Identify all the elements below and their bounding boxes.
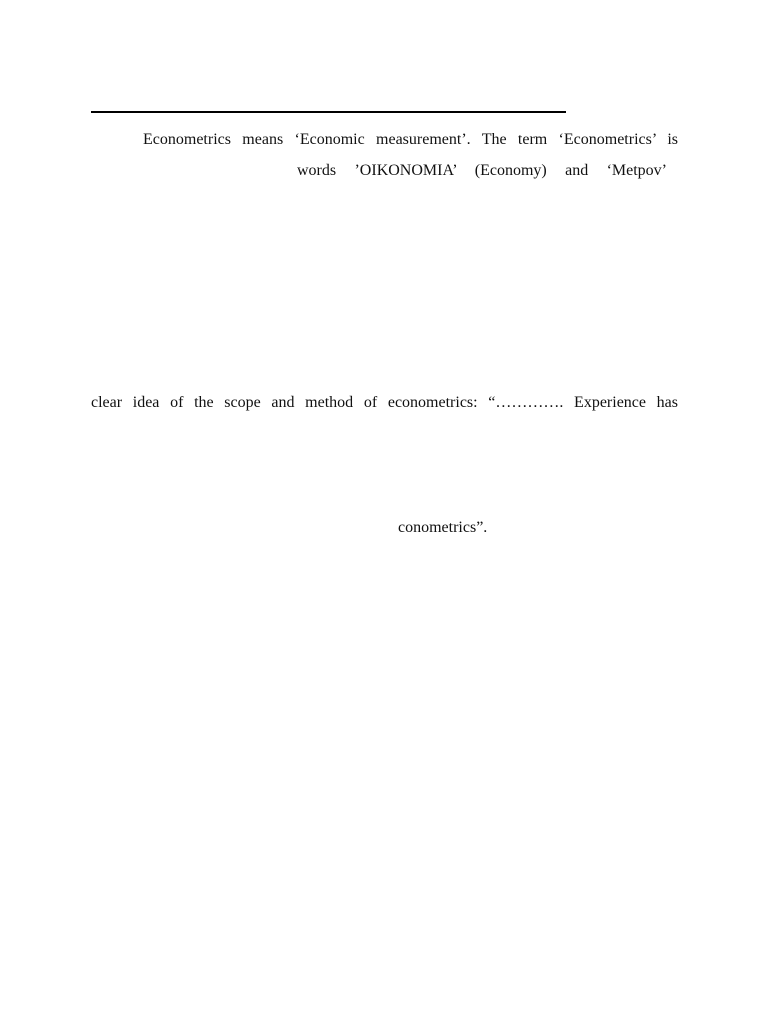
paragraph-line-4: conometrics”. (398, 519, 488, 536)
paragraph-line-3: clear idea of the scope and method of econometrics: “…………. Experience has (91, 394, 678, 411)
paragraph-line-1: Econometrics means ‘Economic measurement’. The term ‘Econometrics’ is (143, 131, 678, 148)
horizontal-rule (91, 111, 566, 113)
paragraph-line-2: words ’OIKONOMIA’ (Economy) and ‘Metpov’ (297, 162, 667, 179)
